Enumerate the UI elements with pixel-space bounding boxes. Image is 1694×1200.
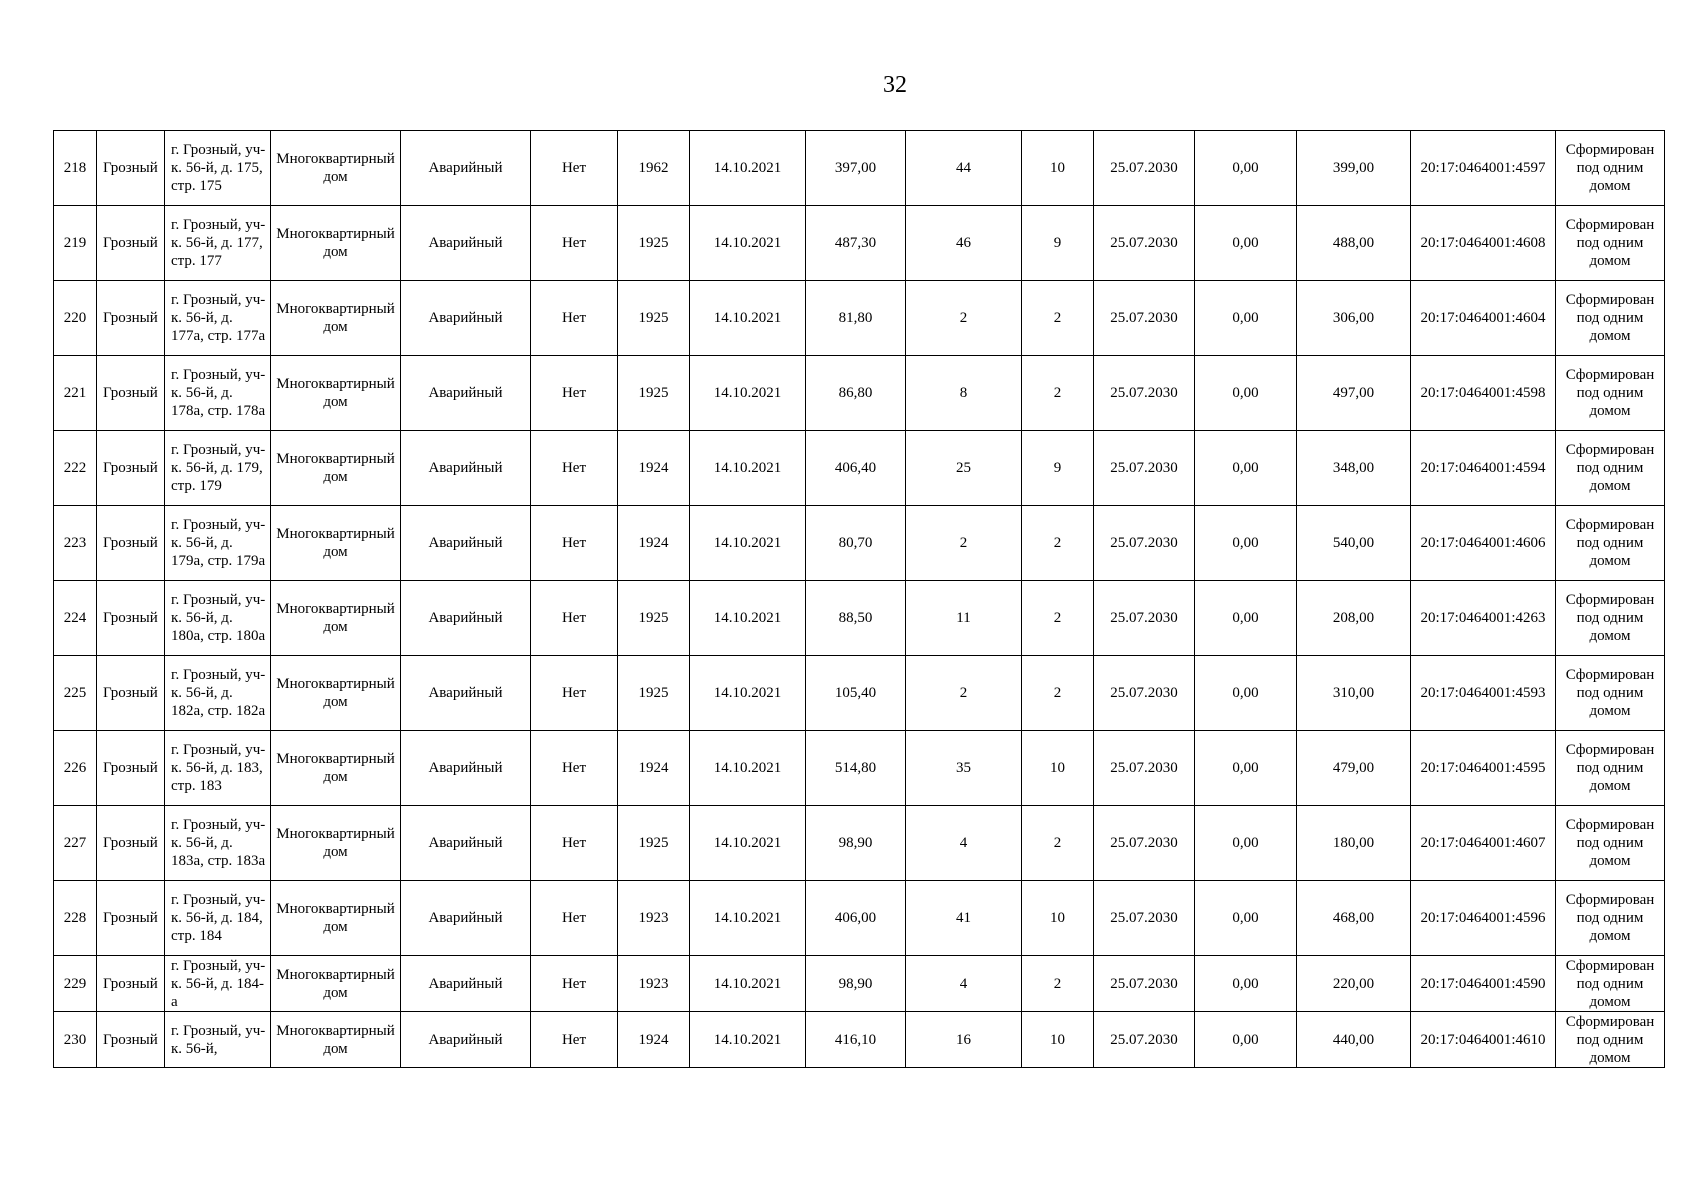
date-cell: 14.10.2021 xyxy=(690,356,806,431)
flag-cell: Нет xyxy=(531,656,618,731)
residents-cell: 35 xyxy=(906,731,1022,806)
apartments-cell: 10 xyxy=(1022,731,1094,806)
housing-registry-table xyxy=(53,130,1665,1068)
note-cell: Сформирован под одним домом xyxy=(1556,731,1665,806)
apartments-cell: 2 xyxy=(1022,806,1094,881)
row-number-cell: 225 xyxy=(54,656,97,731)
cadastral-number-cell: 20:17:0464001:4606 xyxy=(1411,506,1556,581)
address-cell: г. Грозный, уч-к. 56-й, д. 183а, стр. 183а xyxy=(165,806,271,881)
area-cell: 514,80 xyxy=(806,731,906,806)
value2-cell: 220,00 xyxy=(1297,956,1411,1012)
residents-cell: 16 xyxy=(906,1012,1022,1068)
city-cell: Грозный xyxy=(97,806,165,881)
cadastral-number-cell: 20:17:0464001:4596 xyxy=(1411,881,1556,956)
city-cell: Грозный xyxy=(97,1012,165,1068)
city-cell: Грозный xyxy=(97,356,165,431)
table-row xyxy=(54,881,1665,956)
building-type-cell: Многоквартирный дом xyxy=(271,1012,401,1068)
deadline-cell: 25.07.2030 xyxy=(1094,656,1195,731)
year-cell: 1925 xyxy=(618,581,690,656)
flag-cell: Нет xyxy=(531,431,618,506)
row-number-cell: 219 xyxy=(54,206,97,281)
value1-cell: 0,00 xyxy=(1195,581,1297,656)
cadastral-number-cell: 20:17:0464001:4593 xyxy=(1411,656,1556,731)
cadastral-number-cell: 20:17:0464001:4610 xyxy=(1411,1012,1556,1068)
flag-cell: Нет xyxy=(531,956,618,1012)
area-cell: 86,80 xyxy=(806,356,906,431)
note-cell: Сформирован под одним домом xyxy=(1556,506,1665,581)
deadline-cell: 25.07.2030 xyxy=(1094,506,1195,581)
status-cell: Аварийный xyxy=(401,431,531,506)
row-number-cell: 224 xyxy=(54,581,97,656)
cadastral-number-cell: 20:17:0464001:4608 xyxy=(1411,206,1556,281)
status-cell: Аварийный xyxy=(401,281,531,356)
address-cell: г. Грозный, уч-к. 56-й, xyxy=(165,1012,271,1068)
note-cell: Сформирован под одним домом xyxy=(1556,431,1665,506)
note-cell: Сформирован под одним домом xyxy=(1556,956,1665,1012)
value2-cell: 440,00 xyxy=(1297,1012,1411,1068)
apartments-cell: 9 xyxy=(1022,431,1094,506)
table-row xyxy=(54,656,1665,731)
note-cell: Сформирован под одним домом xyxy=(1556,881,1665,956)
cadastral-number-cell: 20:17:0464001:4594 xyxy=(1411,431,1556,506)
apartments-cell: 9 xyxy=(1022,206,1094,281)
value2-cell: 208,00 xyxy=(1297,581,1411,656)
city-cell: Грозный xyxy=(97,206,165,281)
date-cell: 14.10.2021 xyxy=(690,731,806,806)
area-cell: 80,70 xyxy=(806,506,906,581)
year-cell: 1924 xyxy=(618,731,690,806)
row-number-cell: 229 xyxy=(54,956,97,1012)
residents-cell: 46 xyxy=(906,206,1022,281)
apartments-cell: 10 xyxy=(1022,881,1094,956)
residents-cell: 2 xyxy=(906,656,1022,731)
residents-cell: 25 xyxy=(906,431,1022,506)
area-cell: 397,00 xyxy=(806,131,906,206)
date-cell: 14.10.2021 xyxy=(690,581,806,656)
residents-cell: 11 xyxy=(906,581,1022,656)
row-number-cell: 223 xyxy=(54,506,97,581)
table-row xyxy=(54,131,1665,206)
building-type-cell: Многоквартирный дом xyxy=(271,956,401,1012)
note-cell: Сформирован под одним домом xyxy=(1556,281,1665,356)
area-cell: 406,40 xyxy=(806,431,906,506)
deadline-cell: 25.07.2030 xyxy=(1094,1012,1195,1068)
flag-cell: Нет xyxy=(531,731,618,806)
flag-cell: Нет xyxy=(531,281,618,356)
year-cell: 1923 xyxy=(618,881,690,956)
value1-cell: 0,00 xyxy=(1195,281,1297,356)
apartments-cell: 10 xyxy=(1022,1012,1094,1068)
city-cell: Грозный xyxy=(97,131,165,206)
address-cell: г. Грозный, уч-к. 56-й, д. 179, стр. 179 xyxy=(165,431,271,506)
status-cell: Аварийный xyxy=(401,731,531,806)
status-cell: Аварийный xyxy=(401,506,531,581)
value2-cell: 497,00 xyxy=(1297,356,1411,431)
cadastral-number-cell: 20:17:0464001:4607 xyxy=(1411,806,1556,881)
building-type-cell: Многоквартирный дом xyxy=(271,431,401,506)
value2-cell: 468,00 xyxy=(1297,881,1411,956)
flag-cell: Нет xyxy=(531,881,618,956)
note-cell: Сформирован под одним домом xyxy=(1556,131,1665,206)
year-cell: 1925 xyxy=(618,281,690,356)
city-cell: Грозный xyxy=(97,956,165,1012)
area-cell: 416,10 xyxy=(806,1012,906,1068)
area-cell: 487,30 xyxy=(806,206,906,281)
value1-cell: 0,00 xyxy=(1195,1012,1297,1068)
building-type-cell: Многоквартирный дом xyxy=(271,881,401,956)
deadline-cell: 25.07.2030 xyxy=(1094,431,1195,506)
value2-cell: 479,00 xyxy=(1297,731,1411,806)
table-row xyxy=(54,956,1665,1012)
flag-cell: Нет xyxy=(531,581,618,656)
cadastral-number-cell: 20:17:0464001:4263 xyxy=(1411,581,1556,656)
note-cell: Сформирован под одним домом xyxy=(1556,1012,1665,1068)
residents-cell: 4 xyxy=(906,956,1022,1012)
building-type-cell: Многоквартирный дом xyxy=(271,356,401,431)
building-type-cell: Многоквартирный дом xyxy=(271,131,401,206)
year-cell: 1962 xyxy=(618,131,690,206)
deadline-cell: 25.07.2030 xyxy=(1094,581,1195,656)
status-cell: Аварийный xyxy=(401,956,531,1012)
value1-cell: 0,00 xyxy=(1195,956,1297,1012)
table-row xyxy=(54,281,1665,356)
apartments-cell: 2 xyxy=(1022,281,1094,356)
building-type-cell: Многоквартирный дом xyxy=(271,806,401,881)
table-row xyxy=(54,806,1665,881)
address-cell: г. Грозный, уч-к. 56-й, д. 177а, стр. 177а xyxy=(165,281,271,356)
apartments-cell: 2 xyxy=(1022,581,1094,656)
area-cell: 98,90 xyxy=(806,806,906,881)
date-cell: 14.10.2021 xyxy=(690,1012,806,1068)
building-type-cell: Многоквартирный дом xyxy=(271,581,401,656)
value1-cell: 0,00 xyxy=(1195,206,1297,281)
table-row xyxy=(54,431,1665,506)
flag-cell: Нет xyxy=(531,506,618,581)
value2-cell: 310,00 xyxy=(1297,656,1411,731)
flag-cell: Нет xyxy=(531,1012,618,1068)
note-cell: Сформирован под одним домом xyxy=(1556,581,1665,656)
row-number-cell: 227 xyxy=(54,806,97,881)
deadline-cell: 25.07.2030 xyxy=(1094,881,1195,956)
note-cell: Сформирован под одним домом xyxy=(1556,656,1665,731)
value1-cell: 0,00 xyxy=(1195,131,1297,206)
status-cell: Аварийный xyxy=(401,656,531,731)
value1-cell: 0,00 xyxy=(1195,431,1297,506)
year-cell: 1925 xyxy=(618,806,690,881)
date-cell: 14.10.2021 xyxy=(690,881,806,956)
address-cell: г. Грозный, уч-к. 56-й, д. 175, стр. 175 xyxy=(165,131,271,206)
area-cell: 88,50 xyxy=(806,581,906,656)
value2-cell: 399,00 xyxy=(1297,131,1411,206)
value2-cell: 306,00 xyxy=(1297,281,1411,356)
building-type-cell: Многоквартирный дом xyxy=(271,656,401,731)
city-cell: Грозный xyxy=(97,656,165,731)
value1-cell: 0,00 xyxy=(1195,506,1297,581)
building-type-cell: Многоквартирный дом xyxy=(271,206,401,281)
date-cell: 14.10.2021 xyxy=(690,206,806,281)
date-cell: 14.10.2021 xyxy=(690,431,806,506)
cadastral-number-cell: 20:17:0464001:4604 xyxy=(1411,281,1556,356)
residents-cell: 2 xyxy=(906,281,1022,356)
apartments-cell: 10 xyxy=(1022,131,1094,206)
residents-cell: 8 xyxy=(906,356,1022,431)
table-row xyxy=(54,506,1665,581)
residents-cell: 2 xyxy=(906,506,1022,581)
deadline-cell: 25.07.2030 xyxy=(1094,356,1195,431)
cadastral-number-cell: 20:17:0464001:4595 xyxy=(1411,731,1556,806)
date-cell: 14.10.2021 xyxy=(690,506,806,581)
year-cell: 1924 xyxy=(618,431,690,506)
date-cell: 14.10.2021 xyxy=(690,281,806,356)
deadline-cell: 25.07.2030 xyxy=(1094,956,1195,1012)
table-row xyxy=(54,356,1665,431)
cadastral-number-cell: 20:17:0464001:4590 xyxy=(1411,956,1556,1012)
apartments-cell: 2 xyxy=(1022,356,1094,431)
date-cell: 14.10.2021 xyxy=(690,956,806,1012)
address-cell: г. Грозный, уч-к. 56-й, д. 177, стр. 177 xyxy=(165,206,271,281)
residents-cell: 4 xyxy=(906,806,1022,881)
status-cell: Аварийный xyxy=(401,356,531,431)
date-cell: 14.10.2021 xyxy=(690,131,806,206)
row-number-cell: 222 xyxy=(54,431,97,506)
value2-cell: 540,00 xyxy=(1297,506,1411,581)
value1-cell: 0,00 xyxy=(1195,731,1297,806)
status-cell: Аварийный xyxy=(401,581,531,656)
note-cell: Сформирован под одним домом xyxy=(1556,356,1665,431)
page-number: 32 xyxy=(883,72,907,98)
apartments-cell: 2 xyxy=(1022,506,1094,581)
status-cell: Аварийный xyxy=(401,806,531,881)
year-cell: 1925 xyxy=(618,206,690,281)
address-cell: г. Грозный, уч-к. 56-й, д. 182а, стр. 182а xyxy=(165,656,271,731)
row-number-cell: 230 xyxy=(54,1012,97,1068)
value1-cell: 0,00 xyxy=(1195,881,1297,956)
note-cell: Сформирован под одним домом xyxy=(1556,206,1665,281)
deadline-cell: 25.07.2030 xyxy=(1094,806,1195,881)
flag-cell: Нет xyxy=(531,806,618,881)
table-row xyxy=(54,1012,1665,1068)
row-number-cell: 218 xyxy=(54,131,97,206)
deadline-cell: 25.07.2030 xyxy=(1094,731,1195,806)
status-cell: Аварийный xyxy=(401,881,531,956)
cadastral-number-cell: 20:17:0464001:4598 xyxy=(1411,356,1556,431)
year-cell: 1925 xyxy=(618,356,690,431)
apartments-cell: 2 xyxy=(1022,656,1094,731)
row-number-cell: 221 xyxy=(54,356,97,431)
flag-cell: Нет xyxy=(531,356,618,431)
building-type-cell: Многоквартирный дом xyxy=(271,281,401,356)
value2-cell: 348,00 xyxy=(1297,431,1411,506)
city-cell: Грозный xyxy=(97,581,165,656)
area-cell: 105,40 xyxy=(806,656,906,731)
row-number-cell: 220 xyxy=(54,281,97,356)
deadline-cell: 25.07.2030 xyxy=(1094,281,1195,356)
value2-cell: 180,00 xyxy=(1297,806,1411,881)
area-cell: 98,90 xyxy=(806,956,906,1012)
value1-cell: 0,00 xyxy=(1195,356,1297,431)
value1-cell: 0,00 xyxy=(1195,806,1297,881)
date-cell: 14.10.2021 xyxy=(690,806,806,881)
table-row xyxy=(54,731,1665,806)
year-cell: 1924 xyxy=(618,1012,690,1068)
value1-cell: 0,00 xyxy=(1195,656,1297,731)
row-number-cell: 226 xyxy=(54,731,97,806)
date-cell: 14.10.2021 xyxy=(690,656,806,731)
city-cell: Грозный xyxy=(97,731,165,806)
year-cell: 1923 xyxy=(618,956,690,1012)
area-cell: 81,80 xyxy=(806,281,906,356)
flag-cell: Нет xyxy=(531,131,618,206)
address-cell: г. Грозный, уч-к. 56-й, д. 179а, стр. 179а xyxy=(165,506,271,581)
table-row xyxy=(54,581,1665,656)
table-row xyxy=(54,206,1665,281)
flag-cell: Нет xyxy=(531,206,618,281)
address-cell: г. Грозный, уч-к. 56-й, д. 183, стр. 183 xyxy=(165,731,271,806)
status-cell: Аварийный xyxy=(401,131,531,206)
area-cell: 406,00 xyxy=(806,881,906,956)
value2-cell: 488,00 xyxy=(1297,206,1411,281)
city-cell: Грозный xyxy=(97,431,165,506)
year-cell: 1925 xyxy=(618,656,690,731)
apartments-cell: 2 xyxy=(1022,956,1094,1012)
city-cell: Грозный xyxy=(97,506,165,581)
address-cell: г. Грозный, уч-к. 56-й, д. 180а, стр. 180а xyxy=(165,581,271,656)
deadline-cell: 25.07.2030 xyxy=(1094,206,1195,281)
address-cell: г. Грозный, уч-к. 56-й, д. 184, стр. 184 xyxy=(165,881,271,956)
status-cell: Аварийный xyxy=(401,206,531,281)
row-number-cell: 228 xyxy=(54,881,97,956)
building-type-cell: Многоквартирный дом xyxy=(271,731,401,806)
building-type-cell: Многоквартирный дом xyxy=(271,506,401,581)
address-cell: г. Грозный, уч-к. 56-й, д. 184-а xyxy=(165,956,271,1012)
year-cell: 1924 xyxy=(618,506,690,581)
city-cell: Грозный xyxy=(97,881,165,956)
residents-cell: 41 xyxy=(906,881,1022,956)
status-cell: Аварийный xyxy=(401,1012,531,1068)
residents-cell: 44 xyxy=(906,131,1022,206)
note-cell: Сформирован под одним домом xyxy=(1556,806,1665,881)
address-cell: г. Грозный, уч-к. 56-й, д. 178а, стр. 178а xyxy=(165,356,271,431)
city-cell: Грозный xyxy=(97,281,165,356)
deadline-cell: 25.07.2030 xyxy=(1094,131,1195,206)
cadastral-number-cell: 20:17:0464001:4597 xyxy=(1411,131,1556,206)
table-body xyxy=(54,131,1665,1068)
